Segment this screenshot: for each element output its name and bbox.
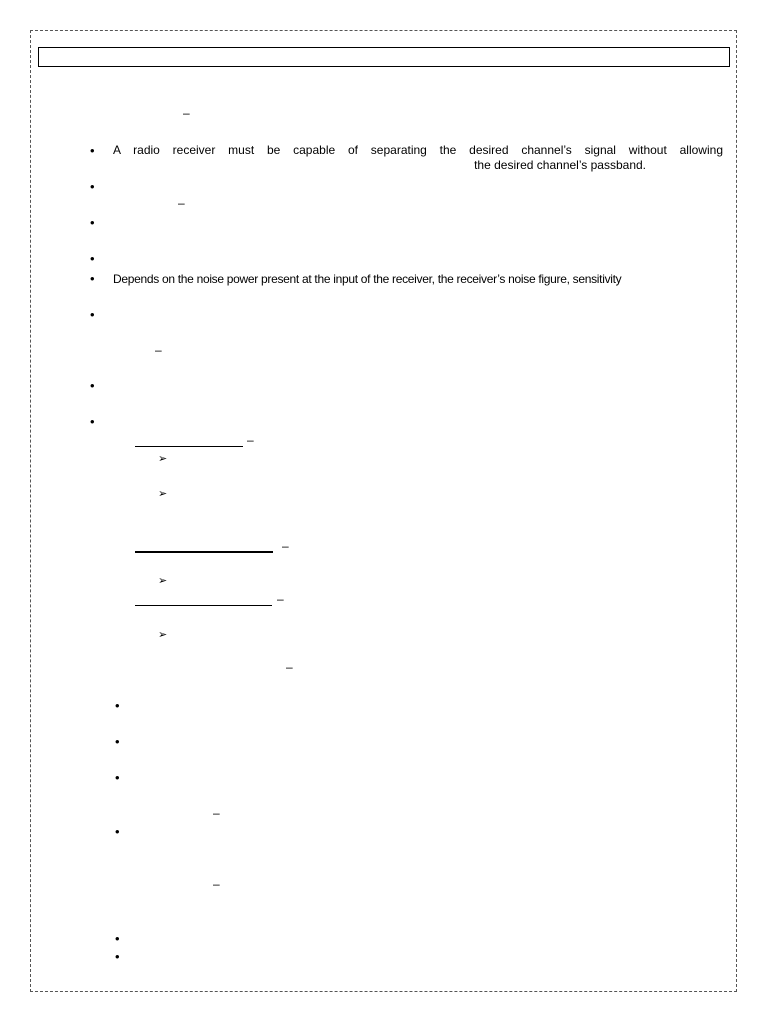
heading-dash: – bbox=[155, 343, 162, 357]
bullet: • bbox=[115, 931, 120, 946]
bullet: • bbox=[90, 251, 95, 266]
bullet: • bbox=[90, 271, 95, 286]
bullet: • bbox=[115, 949, 120, 964]
bullet: • bbox=[115, 824, 120, 839]
arrow-bullet: ➢ bbox=[158, 575, 168, 587]
selectivity-line-2: the desired channel’s passband. bbox=[474, 158, 646, 172]
bullet: • bbox=[90, 378, 95, 393]
bullet: • bbox=[115, 698, 120, 713]
heading-dash: – bbox=[178, 196, 185, 210]
subheading-dash: – bbox=[277, 592, 284, 606]
subheading-underline bbox=[135, 446, 243, 447]
heading-dash: – bbox=[183, 106, 190, 120]
bullet: • bbox=[90, 143, 95, 158]
heading-dash: – bbox=[213, 877, 220, 891]
arrow-bullet: ➢ bbox=[158, 488, 168, 500]
page-border bbox=[30, 30, 737, 992]
heading-dash: – bbox=[213, 806, 220, 820]
subheading-dash: – bbox=[247, 433, 254, 447]
list-item-text bbox=[113, 143, 723, 173]
bullet: • bbox=[115, 770, 120, 785]
bullet: • bbox=[115, 734, 120, 749]
header-box bbox=[38, 47, 730, 67]
subheading-underline bbox=[135, 551, 273, 553]
subheading-dash: – bbox=[282, 539, 289, 553]
selectivity-line-1: A radio receiver must be capable of separating the desired channel’s signal without allowing bbox=[113, 143, 723, 157]
heading-dash: – bbox=[286, 660, 293, 674]
bullet: • bbox=[90, 215, 95, 230]
arrow-bullet: ➢ bbox=[158, 629, 168, 641]
range-text: Depends on the noise power present at the input of the receiver, the receiver’s noise figure, sensitivity bbox=[113, 272, 622, 286]
bullet: • bbox=[90, 414, 95, 429]
bullet: • bbox=[90, 307, 95, 322]
bullet: • bbox=[90, 179, 95, 194]
arrow-bullet: ➢ bbox=[158, 453, 168, 465]
subheading-underline bbox=[135, 605, 272, 606]
